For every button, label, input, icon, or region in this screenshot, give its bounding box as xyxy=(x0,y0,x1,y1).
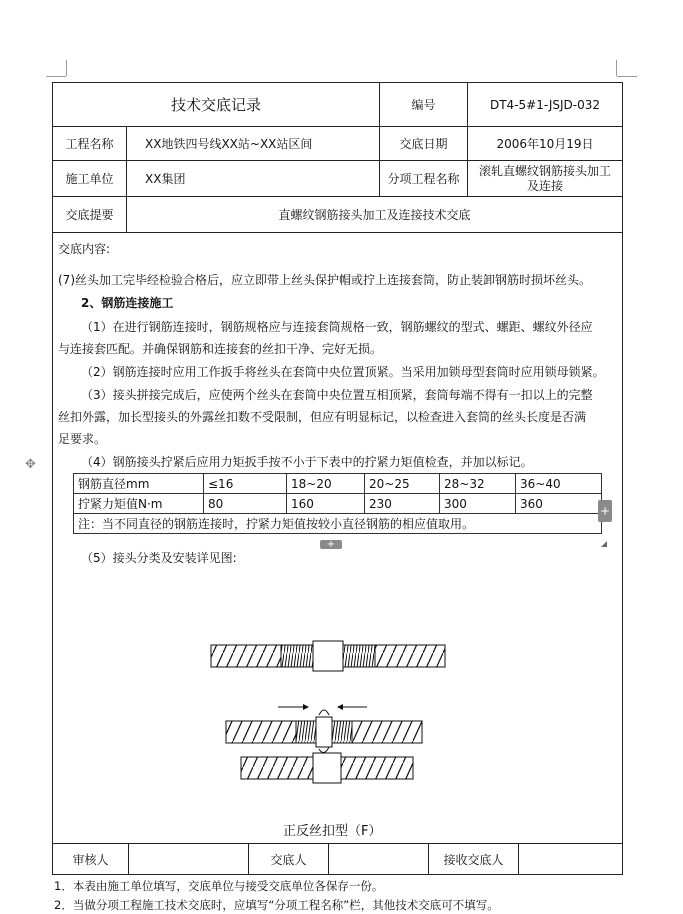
signature-row xyxy=(53,843,622,875)
torque-cell: 300 xyxy=(440,494,516,514)
header-row-summary xyxy=(53,197,622,233)
subitem-value-line2: 及连接 xyxy=(526,178,563,193)
crop-mark xyxy=(617,76,637,77)
discloser-label: 交底人 xyxy=(249,844,329,875)
paragraph-2: （2）钢筋连接时应用工作扳手将丝头在套筒中央位置顶紧。当采用加锁母型套筒时应用锁母锁紧。 xyxy=(81,365,605,379)
reviewer-label: 审核人 xyxy=(53,844,129,875)
receiver-label: 接收交底人 xyxy=(429,844,519,875)
add-column-button[interactable]: + xyxy=(598,500,612,522)
diameter-cell: ≤16 xyxy=(204,474,287,494)
date-label: 交底日期 xyxy=(380,127,468,160)
joint-3 xyxy=(241,753,413,783)
reviewer-field[interactable] xyxy=(129,844,249,875)
date-value[interactable]: 2006年10月19日 xyxy=(496,137,594,151)
section-heading: 2、钢筋连接施工 xyxy=(81,296,174,310)
diameter-cell: 36~40 xyxy=(516,474,602,494)
summary-label: 交底提要 xyxy=(53,197,127,232)
crop-mark xyxy=(66,60,67,76)
project-label: 工程名称 xyxy=(53,127,127,160)
subitem-value-line1: 滚轧直螺纹钢筋接头加工 xyxy=(478,163,611,178)
table-move-handle-icon[interactable]: ✥ xyxy=(25,457,36,472)
discloser-field[interactable] xyxy=(329,844,429,875)
header-row-unit xyxy=(53,161,622,197)
table-row xyxy=(74,474,602,494)
torque-cell: 160 xyxy=(287,494,365,514)
paragraph-7: (7)丝头加工完毕经检验合格后，应立即带上丝头保护帽或拧上连接套筒，防止装卸钢筋时损坏丝头。 xyxy=(58,273,592,287)
paragraph-3-line1: （3）接头拼接完成后，应使两个丝头在套筒中央位置互相顶紧，套筒每端不得有一扣以上的完整 xyxy=(81,388,593,402)
content-heading: 交底内容: xyxy=(58,242,111,256)
paragraph-5: （5）接头分类及安装详见图: xyxy=(81,551,237,565)
header-row-project xyxy=(53,127,622,161)
diameter-cell: 28~32 xyxy=(440,474,516,494)
diameter-header: 钢筋直径mm xyxy=(74,474,204,494)
unit-value[interactable]: XX集团 xyxy=(127,161,380,196)
torque-cell: 360 xyxy=(516,494,602,514)
diameter-cell: 20~25 xyxy=(365,474,440,494)
paragraph-3-line3: 足要求。 xyxy=(58,432,107,446)
subitem-label: 分项工程名称 xyxy=(380,161,468,196)
torque-cell: 230 xyxy=(365,494,440,514)
header-row-title xyxy=(53,83,622,127)
receiver-field[interactable] xyxy=(519,844,622,875)
resize-handle-icon[interactable] xyxy=(601,541,607,547)
diameter-cell: 18~20 xyxy=(287,474,365,494)
table-row xyxy=(74,514,602,534)
unit-label: 施工单位 xyxy=(53,161,127,196)
joint-1 xyxy=(211,641,445,671)
summary-value[interactable]: 直螺纹钢筋接头加工及连接技术交底 xyxy=(278,208,471,222)
number-label: 编号 xyxy=(380,83,468,126)
table-note: 注：当不同直径的钢筋连接时，拧紧力矩值按较小直径钢筋的相应值取用。 xyxy=(74,514,602,534)
joint-diagram xyxy=(53,565,622,815)
crop-mark xyxy=(46,76,66,77)
table-row xyxy=(74,494,602,514)
paragraph-3-line2: 丝扣外露，加长型接头的外露丝扣数不受限制，但应有明显标记，以检查进入套筒的丝头长度是否满 xyxy=(58,410,587,424)
footnote-1: 1．本表由施工单位填写，交底单位与接受交底单位各保存一份。 xyxy=(54,879,384,893)
paragraph-1-line2: 与连接套匹配。并确保钢筋和连接套的丝扣干净、完好无损。 xyxy=(58,342,383,356)
number-value[interactable]: DT4-5#1-JSJD-032 xyxy=(489,97,601,112)
crop-mark xyxy=(616,60,617,76)
paragraph-4: （4）钢筋接头拧紧后应用力矩扳手按不小于下表中的拧紧力矩值检查，并加以标记。 xyxy=(81,455,533,469)
footnote-2: 2．当做分项工程施工技术交底时，应填写“分项工程名称”栏，其他技术交底可不填写。 xyxy=(54,898,499,912)
torque-table xyxy=(73,473,602,534)
torque-cell: 80 xyxy=(204,494,287,514)
add-row-button[interactable]: + xyxy=(320,540,342,549)
subitem-value[interactable] xyxy=(468,161,622,196)
disclosure-content[interactable] xyxy=(25,235,622,843)
joint-2 xyxy=(226,704,422,753)
figure-caption: 正反丝扣型（F） xyxy=(283,824,382,839)
disclosure-form xyxy=(25,82,623,875)
form-title: 技术交底记录 xyxy=(53,83,380,126)
project-value[interactable]: XX地铁四号线XX站~XX站区间 xyxy=(127,127,380,160)
torque-header: 拧紧力矩值N·m xyxy=(74,494,204,514)
paragraph-1-line1: （1）在进行钢筋连接时，钢筋规格应与连接套筒规格一致，钢筋螺纹的型式、螺距、螺纹外径应 xyxy=(81,320,593,334)
